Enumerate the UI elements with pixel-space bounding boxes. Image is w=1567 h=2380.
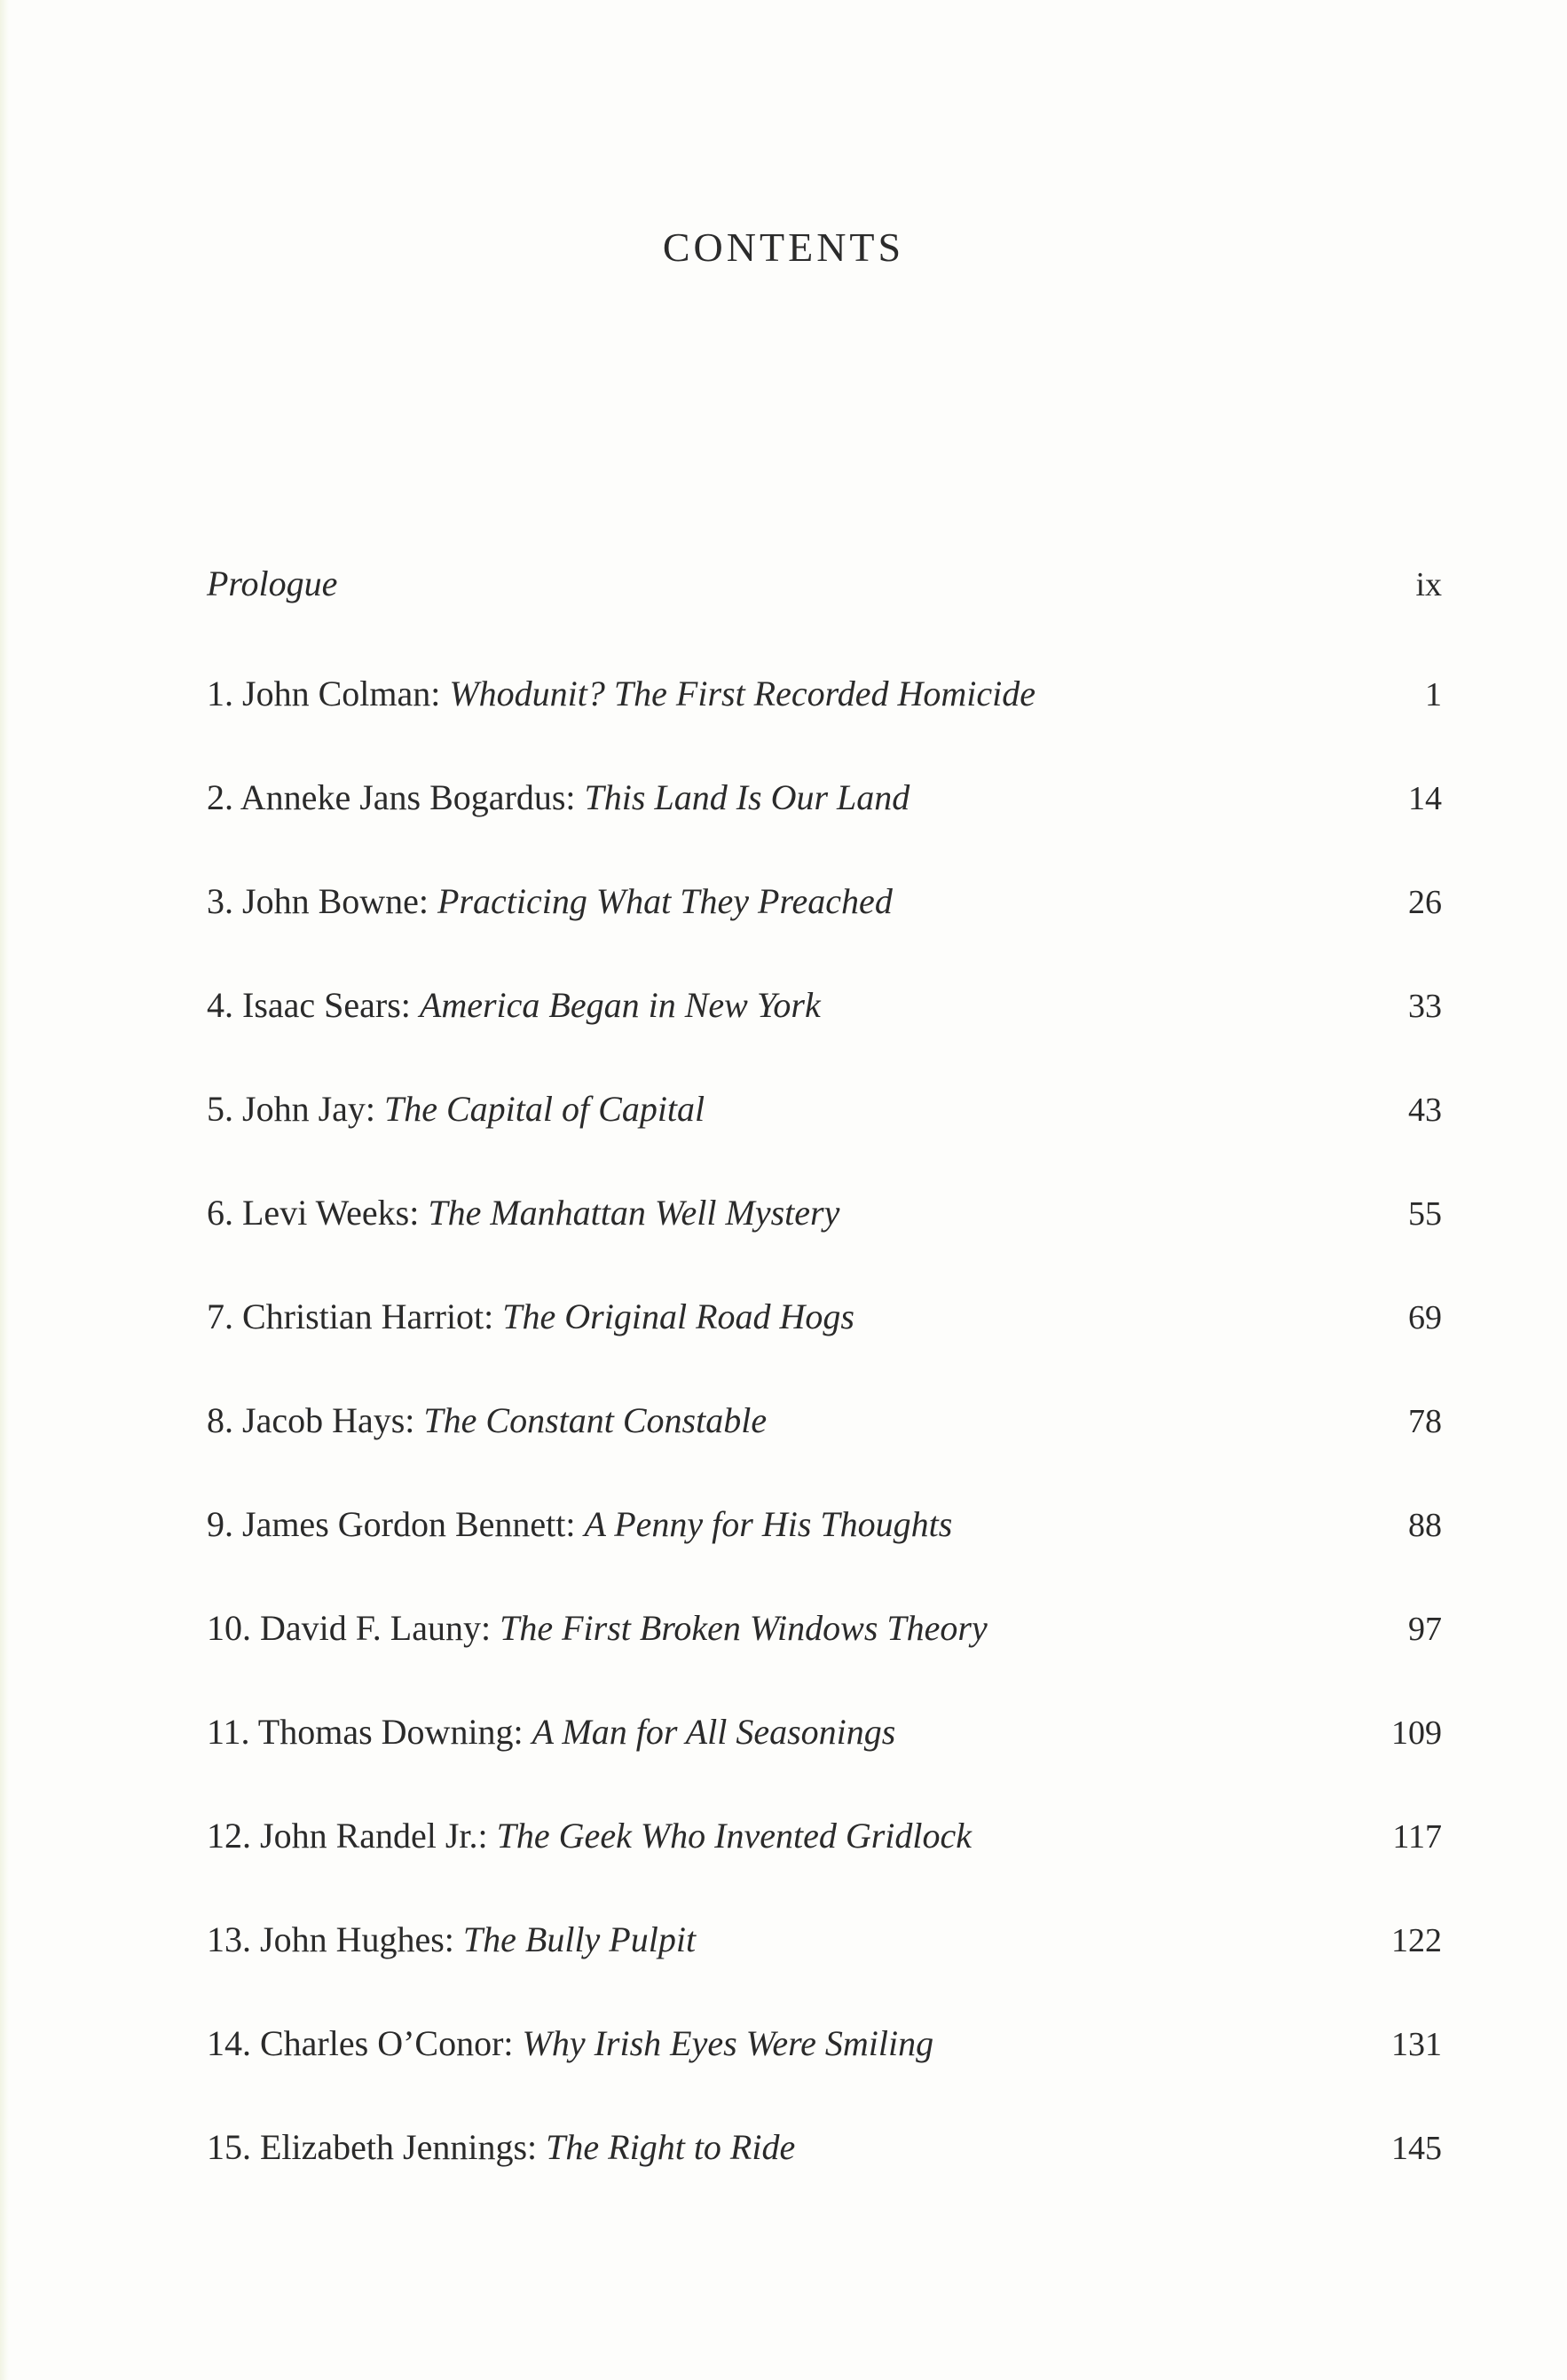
chapter-subtitle: The Geek Who Invented Gridlock	[496, 1816, 972, 1856]
chapter-number: 10.	[207, 1608, 251, 1648]
toc-entry-chapter-8[interactable]	[207, 1394, 1442, 1447]
toc-entry-label	[207, 1602, 988, 1655]
toc-entry-label	[207, 1498, 952, 1551]
toc-page-number: ix	[1415, 566, 1442, 603]
chapter-subtitle: A Penny for His Thoughts	[584, 1504, 953, 1544]
toc-entry-chapter-3[interactable]	[207, 875, 1442, 928]
toc-page-number: 117	[1392, 1818, 1442, 1856]
toc-entry-chapter-13[interactable]	[207, 1913, 1442, 1966]
toc-entry-chapter-1[interactable]	[207, 667, 1442, 721]
chapter-number: 8.	[207, 1400, 233, 1440]
chapter-number: 5.	[207, 1089, 233, 1129]
page-title: CONTENTS	[662, 225, 905, 270]
chapter-number: 12.	[207, 1816, 251, 1856]
chapter-number: 6.	[207, 1193, 233, 1233]
toc-page-number: 33	[1408, 988, 1442, 1025]
chapter-subtitle: The Manhattan Well Mystery	[428, 1193, 840, 1233]
toc-entry-label	[207, 1290, 854, 1344]
chapter-subtitle: This Land Is Our Land	[584, 777, 910, 817]
toc-entry-chapter-7[interactable]	[207, 1290, 1442, 1344]
toc-entry-label	[207, 1083, 705, 1136]
chapter-name: Charles O’Conor:	[260, 2023, 514, 2063]
chapter-subtitle: America Began in New York	[419, 985, 821, 1025]
chapter-name: Anneke Jans Bogardus:	[240, 777, 576, 817]
chapter-number: 4.	[207, 985, 233, 1025]
chapter-name: David F. Launy:	[260, 1608, 492, 1648]
toc-entry-label	[207, 1186, 839, 1240]
chapter-subtitle: The Bully Pulpit	[462, 1919, 697, 1959]
chapter-subtitle: Why Irish Eyes Were Smiling	[522, 2023, 934, 2063]
chapter-name: John Randel Jr.:	[260, 1816, 488, 1856]
toc-page-number: 78	[1408, 1403, 1442, 1440]
chapter-subtitle: A Man for All Seasonings	[532, 1712, 896, 1752]
chapter-number: 2.	[207, 777, 233, 817]
toc-page-number: 1	[1425, 676, 1442, 713]
toc-page-number: 26	[1408, 884, 1442, 921]
chapter-subtitle: Practicing What They Preached	[437, 881, 893, 921]
chapter-name: James Gordon Bennett:	[242, 1504, 576, 1544]
chapter-name: John Bowne:	[242, 881, 429, 921]
chapter-subtitle: The Original Road Hogs	[502, 1296, 854, 1336]
toc-entry-chapter-5[interactable]	[207, 1083, 1442, 1136]
toc-entry-chapter-4[interactable]	[207, 979, 1442, 1032]
toc-entry-label	[207, 2017, 933, 2070]
chapter-subtitle: The Capital of Capital	[384, 1089, 705, 1129]
toc-entry-chapter-9[interactable]	[207, 1498, 1442, 1551]
chapter-name: John Colman:	[242, 674, 441, 713]
toc-entry-label	[207, 979, 821, 1032]
chapter-number: 3.	[207, 881, 233, 921]
toc-entry-prologue[interactable]	[207, 557, 1442, 611]
chapter-subtitle: The Constant Constable	[423, 1400, 768, 1440]
toc-entry-chapter-6[interactable]	[207, 1186, 1442, 1240]
chapter-name: Levi Weeks:	[242, 1193, 420, 1233]
chapter-number: 13.	[207, 1919, 251, 1959]
toc-entry-label	[207, 1913, 696, 1966]
toc-entry-label	[207, 875, 893, 928]
chapter-number: 11.	[207, 1712, 250, 1752]
toc-page-number: 14	[1408, 780, 1442, 817]
toc-page-number: 69	[1408, 1299, 1442, 1336]
toc-entry-label	[207, 667, 1035, 721]
toc-page-number: 145	[1391, 2130, 1442, 2167]
toc-entry-chapter-2[interactable]	[207, 771, 1442, 824]
chapter-number: 7.	[207, 1296, 233, 1336]
chapter-subtitle: The First Broken Windows Theory	[500, 1608, 988, 1648]
toc-entry-chapter-14[interactable]	[207, 2017, 1442, 2070]
page-edge-shadow	[0, 0, 9, 2380]
chapter-name: John Jay:	[242, 1089, 375, 1129]
chapter-number: 14.	[207, 2023, 251, 2063]
toc-entry-label	[207, 771, 909, 824]
chapter-name: John Hughes:	[260, 1919, 454, 1959]
toc-page-number: 43	[1408, 1091, 1442, 1129]
toc-entry-label	[207, 2121, 795, 2174]
toc-page-number: 131	[1391, 2026, 1442, 2063]
chapter-name: Isaac Sears:	[242, 985, 411, 1025]
chapter-name: Jacob Hays:	[242, 1400, 415, 1440]
toc-entry-chapter-11[interactable]	[207, 1706, 1442, 1759]
toc-page-number: 55	[1408, 1195, 1442, 1233]
toc-page-number: 109	[1391, 1714, 1442, 1752]
chapter-name: Christian Harriot:	[242, 1296, 494, 1336]
chapter-name: Elizabeth Jennings:	[260, 2127, 538, 2167]
toc-page-number: 88	[1408, 1507, 1442, 1544]
chapter-number: 15.	[207, 2127, 251, 2167]
toc-page-number: 97	[1408, 1611, 1442, 1648]
toc-entry-chapter-10[interactable]	[207, 1602, 1442, 1655]
toc-entry-chapter-12[interactable]	[207, 1809, 1442, 1863]
chapter-number: 1.	[207, 674, 233, 713]
chapter-name: Thomas Downing:	[257, 1712, 524, 1752]
toc-page-number: 122	[1391, 1922, 1442, 1959]
chapter-subtitle: Whodunit? The First Recorded Homicide	[449, 674, 1035, 713]
chapter-number: 9.	[207, 1504, 233, 1544]
chapter-subtitle: The Right to Ride	[546, 2127, 796, 2167]
toc-entry-label	[207, 1809, 972, 1863]
toc-entry-label	[207, 1706, 895, 1759]
toc-entry-chapter-15[interactable]	[207, 2121, 1442, 2174]
toc-entry-label	[207, 1394, 767, 1447]
toc-entry-label: Prologue	[207, 563, 338, 603]
